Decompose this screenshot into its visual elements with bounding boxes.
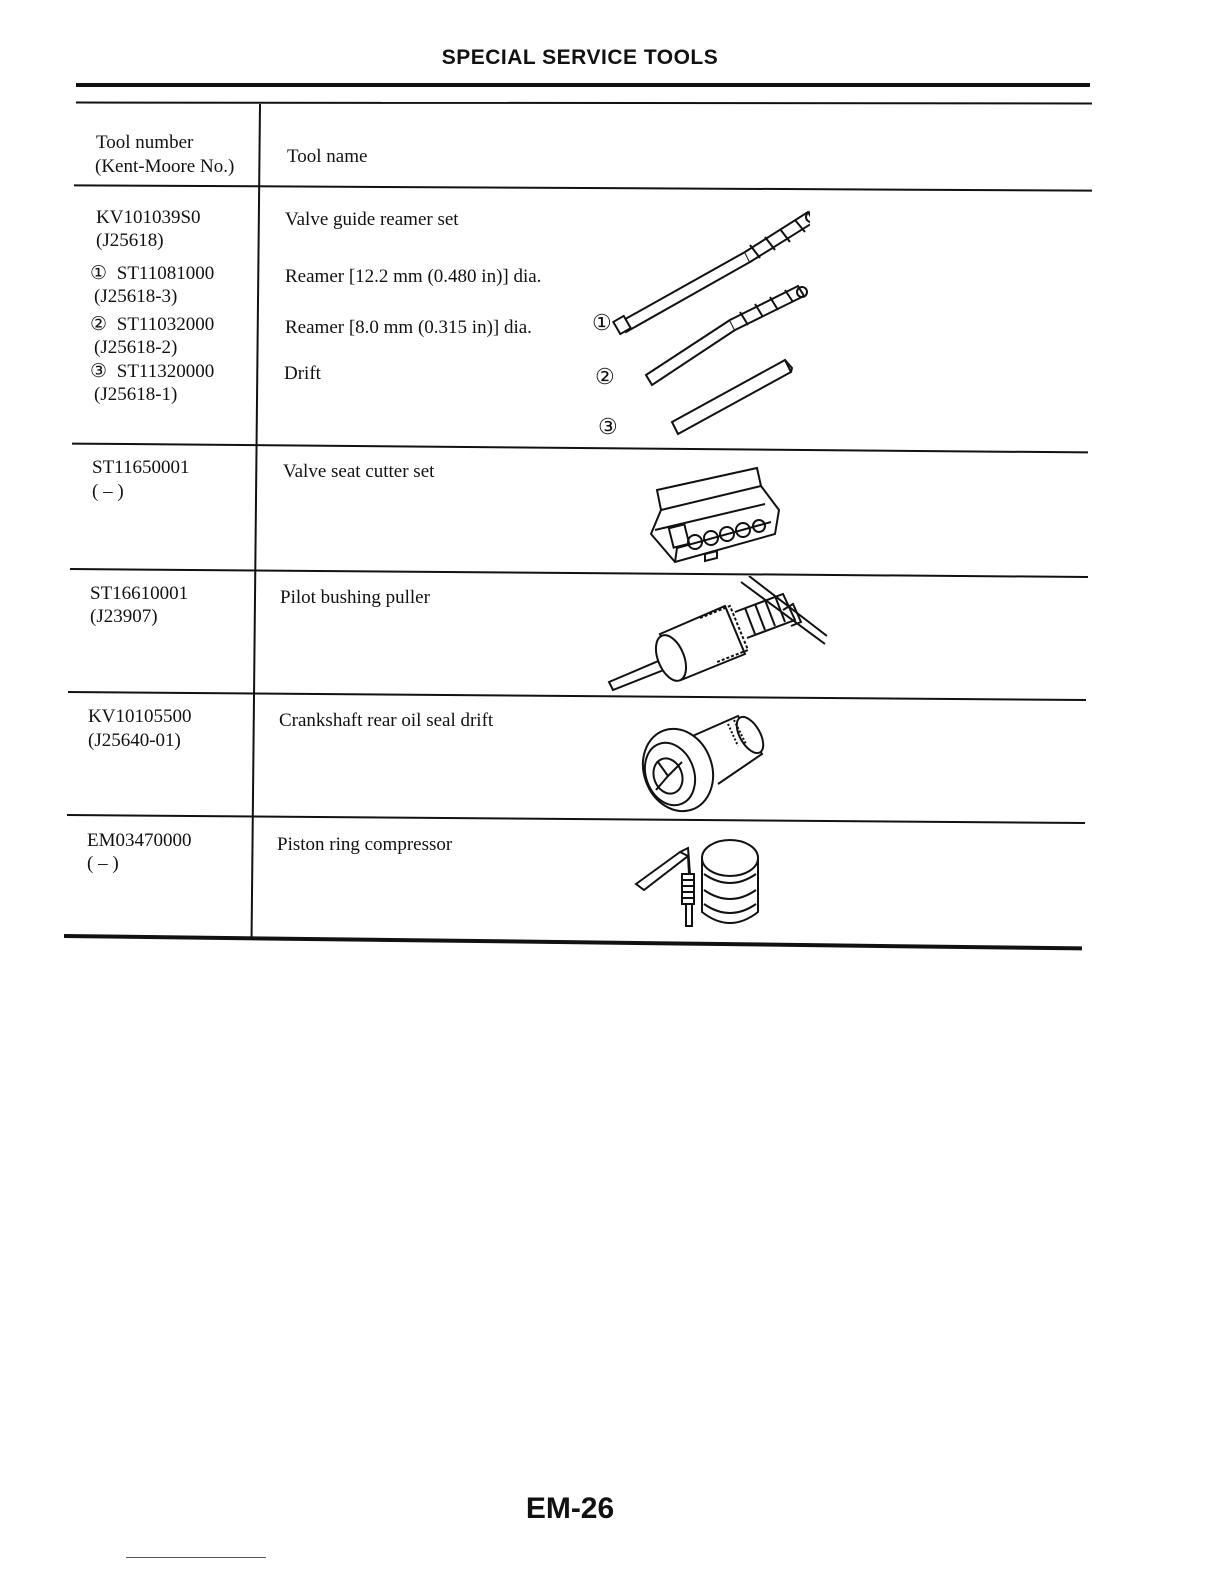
header-tool-name: Tool name [287, 146, 368, 167]
scan-edge-line [126, 1557, 266, 1558]
kent-moore-number: (J23907) [90, 606, 158, 627]
table-bottom-rule [64, 934, 1082, 950]
kent-moore-number: (J25640-01) [88, 730, 181, 751]
tool-number: ST16610001 [90, 583, 189, 604]
title-underline [76, 83, 1090, 87]
sub-tool-number: ② ST11032000 [90, 314, 215, 335]
sub-kent-moore: (J25618-2) [94, 337, 178, 358]
header-tool-number: Tool number [96, 132, 194, 153]
tool-name: Valve seat cutter set [283, 461, 435, 482]
tool-number: EM03470000 [87, 830, 192, 851]
page-title: SPECIAL SERVICE TOOLS [441, 46, 719, 69]
row-divider [72, 443, 1088, 454]
callout-1: ① [592, 310, 612, 335]
tool-number: KV10105500 [88, 706, 192, 727]
seal-drift-illustration [638, 710, 768, 818]
reamer-set-illustration [610, 200, 810, 440]
sub-kent-moore: (J25618-3) [94, 286, 178, 307]
row-divider [67, 814, 1085, 824]
sub-kent-moore: (J25618-1) [94, 384, 178, 405]
tool-number: KV101039S0 [96, 207, 201, 228]
sub-tool-name: Reamer [12.2 mm (0.480 in)] dia. [285, 266, 542, 287]
sub-tool-name: Reamer [8.0 mm (0.315 in)] dia. [285, 317, 532, 338]
kent-moore-number: (J25618) [96, 230, 164, 251]
sub-tool-number: ① ST11081000 [90, 263, 215, 284]
sub-tool-name: Drift [284, 363, 321, 384]
puller-illustration [605, 576, 830, 696]
kent-moore-number: ( – ) [87, 853, 119, 874]
tool-name: Valve guide reamer set [285, 209, 459, 230]
marker-2: ② [90, 314, 108, 335]
header-rule [74, 184, 1092, 191]
page-number: EM-26 [525, 1492, 615, 1525]
ring-compressor-illustration [632, 834, 767, 930]
kent-moore-number: ( – ) [92, 481, 124, 502]
row-divider [70, 568, 1088, 578]
cutter-case-illustration [645, 464, 785, 568]
callout-2: ② [595, 364, 615, 389]
callout-3: ③ [598, 414, 618, 439]
tool-name: Pilot bushing puller [280, 587, 430, 608]
header-kent-moore: (Kent-Moore No.) [95, 156, 235, 177]
column-divider [251, 104, 261, 938]
tool-number: ST11650001 [92, 457, 190, 478]
marker-3: ③ [90, 361, 108, 382]
tool-name: Crankshaft rear oil seal drift [279, 710, 494, 731]
row-divider [68, 691, 1086, 701]
sub-tool-number: ③ ST11320000 [90, 361, 215, 382]
marker-1: ① [90, 263, 108, 284]
table-top-rule [76, 102, 1092, 105]
tool-name: Piston ring compressor [277, 834, 453, 855]
